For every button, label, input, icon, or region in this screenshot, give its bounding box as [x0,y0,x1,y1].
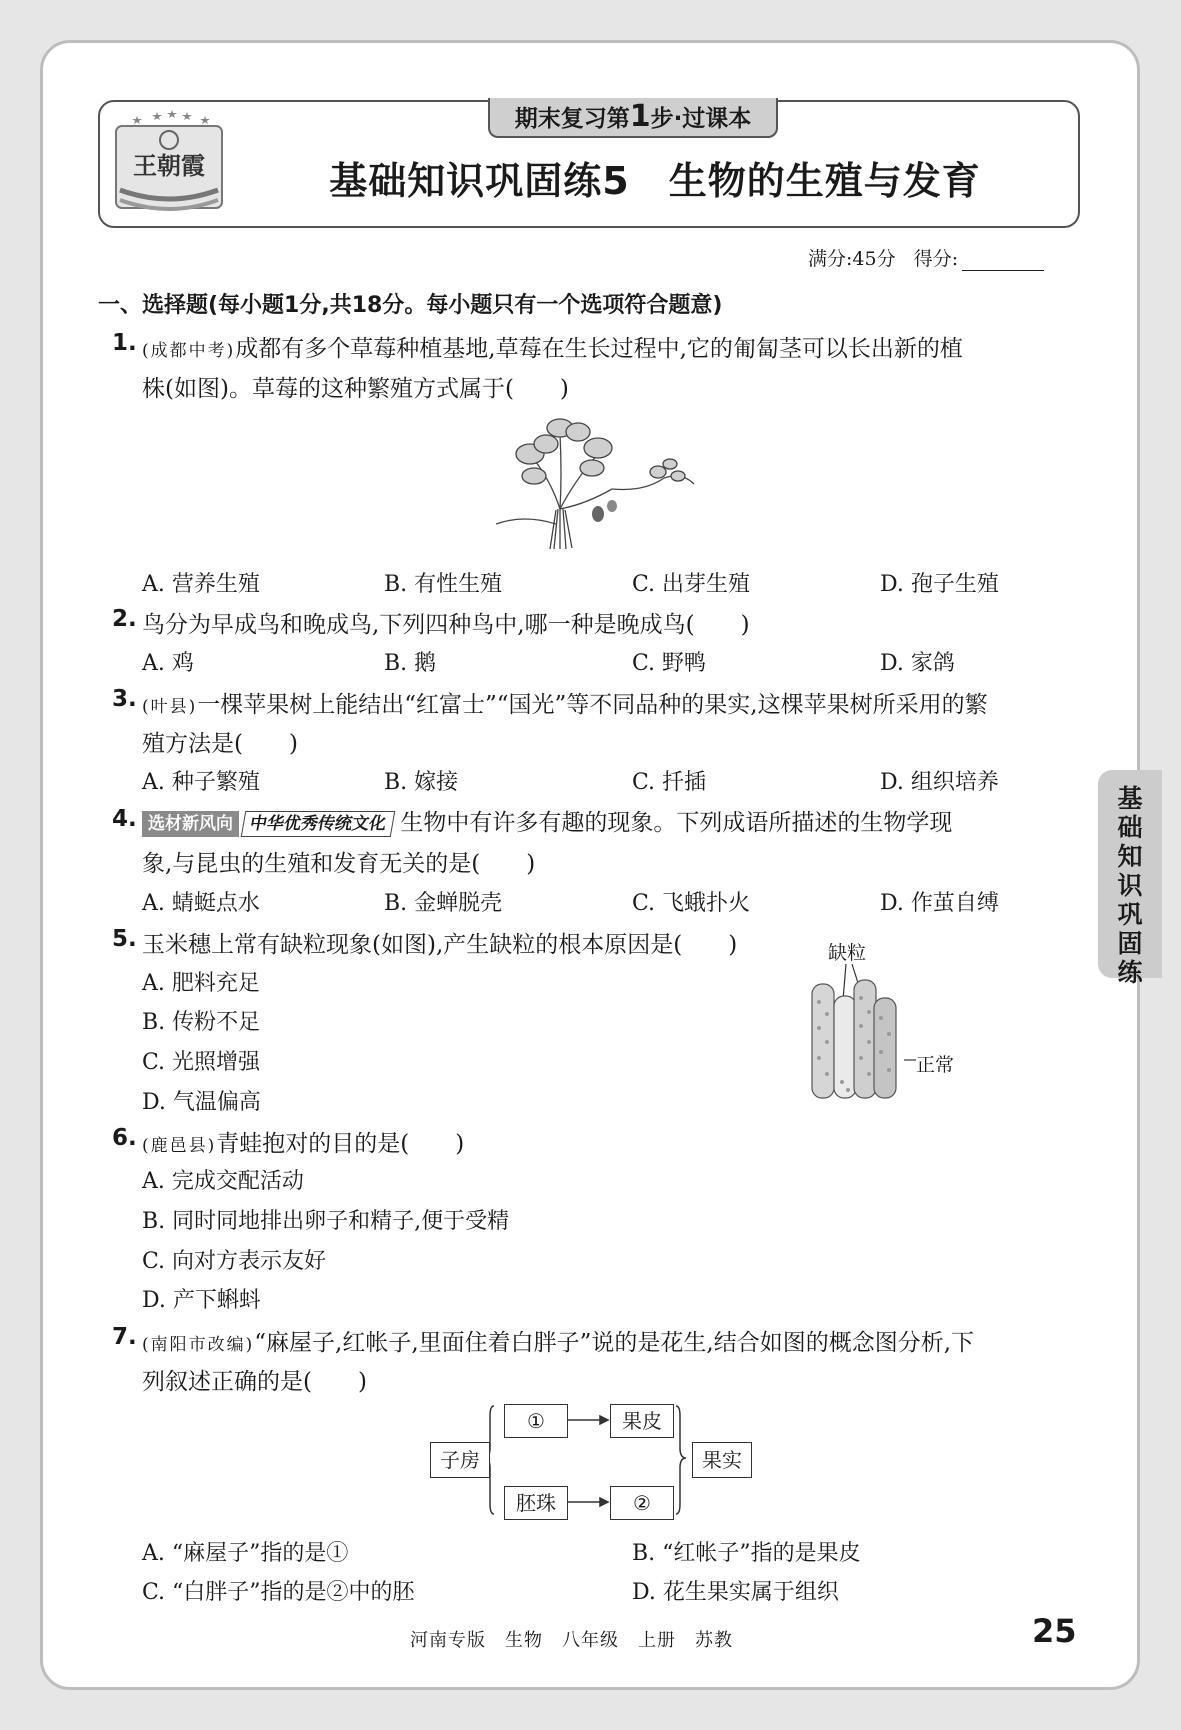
option-b[interactable]: B. 传粉不足 [142,1010,261,1035]
option-d[interactable]: D. 家鸽 [880,651,955,676]
question-text: 殖方法是( ) [142,731,298,757]
question-text: (叶县)一棵苹果树上能结出“红富士”“国光”等不同品种的果实,这棵苹果树所采用的繁 [142,692,988,718]
option-a[interactable]: A. 种子繁殖 [142,770,260,795]
option-c[interactable]: C. 向对方表示友好 [142,1249,327,1274]
question-text: 鸟分为早成鸟和晚成鸟,下列四种鸟中,哪一种是晚成鸟( ) [142,612,750,638]
question-number: 2. [112,606,137,632]
figure-label-normal: 正常 [916,1054,955,1076]
question-text: 象,与昆虫的生殖和发育无关的是( ) [142,851,536,877]
option-d[interactable]: D. 产下蝌蚪 [142,1288,261,1313]
question-number: 7. [112,1324,137,1350]
question-text: 玉米穗上常有缺粒现象(如图),产生缺粒的根本原因是( ) [142,932,738,958]
question-text: (南阳市改编)“麻屋子,红帐子,里面住着白胖子”说的是花生,结合如图的概念图分析,下 [142,1330,975,1356]
footer-text: 河南专版 生物 八年级 上册 苏教 [410,1630,733,1651]
page-title: 基础知识巩固练5 生物的生殖与发育 [329,159,981,203]
corn-ear-figure [806,962,916,1100]
question-number: 4. [112,806,137,832]
option-c[interactable]: C. “白胖子”指的是②中的胚 [142,1580,415,1605]
question-text: (鹿邑县)青蛙抱对的目的是( ) [142,1131,465,1157]
topic-tag: 选材新风向 中华优秀传统文化 [142,810,393,838]
strawberry-plant-figure [494,414,700,554]
figure-label-missing: 缺粒 [828,942,867,964]
option-b[interactable]: B. 同时同地排出卵子和精子,便于受精 [142,1209,510,1234]
option-c[interactable]: C. 野鸭 [632,651,707,676]
option-c[interactable]: C. 扦插 [632,770,707,795]
concept-box-ovule: 胚珠 [504,1486,568,1520]
concept-box-fruit: 果实 [692,1442,752,1478]
option-a[interactable]: A. “麻屋子”指的是① [142,1541,349,1566]
option-a[interactable]: A. 蜻蜓点水 [142,891,260,916]
question-text: 株(如图)。草莓的这种繁殖方式属于( ) [142,376,569,402]
concept-box-blank2: ② [610,1486,674,1520]
option-b[interactable]: B. 有性生殖 [384,572,503,597]
option-c[interactable]: C. 光照增强 [142,1050,261,1075]
question-number: 3. [112,686,137,712]
question-number: 6. [112,1125,137,1151]
question-text: 选材新风向 中华优秀传统文化 生物中有许多有趣的现象。下列成语所描述的生物学现 [142,804,952,838]
section-heading: 一、选择题(每小题1分,共18分。每小题只有一个选项符合题意) [98,293,723,318]
option-a[interactable]: A. 鸡 [142,651,194,676]
question-text: 列叙述正确的是( ) [142,1369,367,1395]
option-b[interactable]: B. 金蝉脱壳 [384,891,503,916]
question-number: 1. [112,330,137,356]
option-d[interactable]: D. 作茧自缚 [880,891,999,916]
question-text: (成都中考)成都有多个草莓种植基地,草莓在生长过程中,它的匍匐茎可以长出新的植 [142,336,963,362]
question-number: 5. [112,926,137,952]
option-b[interactable]: B. 鹅 [384,651,437,676]
concept-box-ovary: 子房 [430,1442,490,1478]
page-number: 25 [1032,1612,1077,1650]
option-a[interactable]: A. 完成交配活动 [142,1169,304,1194]
concept-box-blank1: ① [504,1404,568,1438]
option-d[interactable]: D. 花生果实属于组织 [632,1580,839,1605]
option-b[interactable]: B. 嫁接 [384,770,459,795]
option-d[interactable]: D. 组织培养 [880,770,999,795]
step-tab: 期末复习第1步·过课本 [488,98,778,138]
option-d[interactable]: D. 气温偏高 [142,1090,261,1115]
option-c[interactable]: C. 飞蛾扑火 [632,891,751,916]
option-b[interactable]: B. “红帐子”指的是果皮 [632,1541,861,1566]
score-blank[interactable] [962,250,1044,271]
svg-text:王朝霞: 王朝霞 [133,151,205,180]
score-line: 满分:45分 得分: [808,244,1044,271]
option-a[interactable]: A. 肥料充足 [142,971,260,996]
concept-box-pericarp: 果皮 [610,1404,674,1438]
option-d[interactable]: D. 孢子生殖 [880,572,999,597]
option-a[interactable]: A. 营养生殖 [142,572,260,597]
option-c[interactable]: C. 出芽生殖 [632,572,751,597]
publisher-logo [110,104,228,222]
side-tab: 基 础 知 识 巩 固 练 [1098,770,1162,978]
